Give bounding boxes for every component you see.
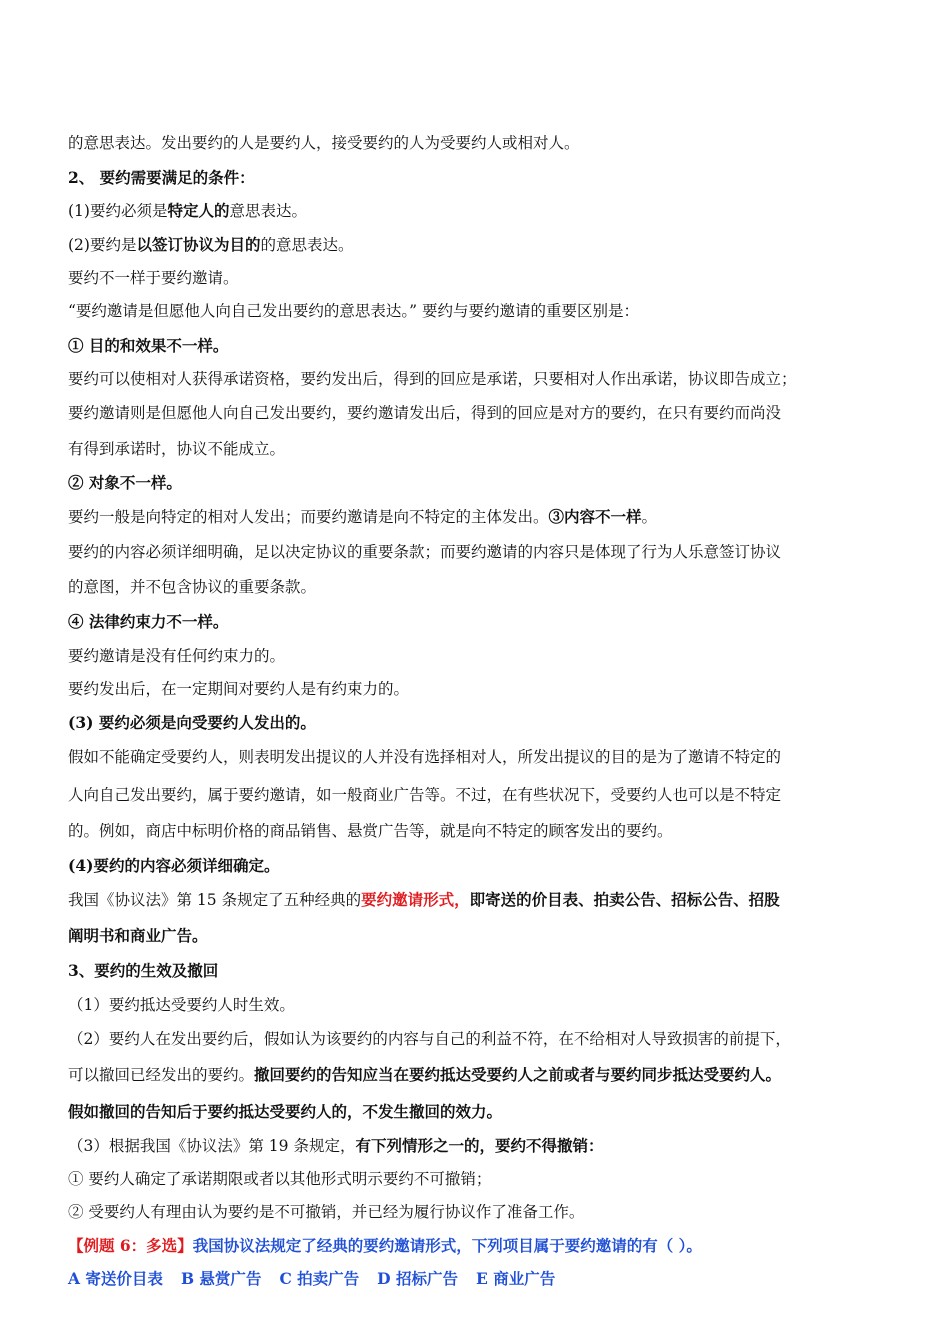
paragraph-line: 要约邀请是没有任何约束力的。 [68,647,286,665]
text: 可以撤回已经发出的要约。 [68,1066,255,1084]
paragraph-line: 要约不一样于要约邀请。 [68,269,239,287]
subheading: ① 目的和效果不一样。 [68,336,229,355]
section-heading: 2、 要约需要满足的条件： [68,168,255,187]
bold-text: 撤回要约的告知应当在要约抵达受要约人之前或者与要约同步抵达受要约人。 [254,1065,782,1084]
paragraph-line: 要约发出后，在一定期间对要约人是有约束力的。 [68,680,410,698]
paragraph-line: 假如撤回的告知后于要约抵达受要约人的，不发生撤回的效力。 [68,1102,503,1121]
list-item: ② 受要约人有理由认为要约是不可撤销，并已经为履行协议作了准备工作。 [68,1203,585,1221]
option-b: B 悬赏广告 [180,1269,262,1288]
text: 我国《协议法》第 15 条规定了五种经典的 [68,891,362,909]
paragraph-line: 阐明书和商业广告。 [68,926,208,945]
paragraph-line: 有得到承诺时，协议不能成立。 [68,440,286,458]
condition-1 [68,200,307,222]
bold-text: 有下列情形之一的，要约不得撤销： [355,1136,604,1155]
example-options [68,1268,573,1290]
paragraph-line: （2）要约人在发出要约后，假如认为该要约的内容与自己的利益不符，在不给相对人导致损害的前提下， [68,1030,791,1048]
paragraph-line: 的。例如，商店中标明价格的商品销售、悬赏广告等，就是向不特定的顾客发出的要约。 [68,822,673,840]
paragraph-line: 人向自己发出要约，属于要约邀请，如一般商业广告等。不过，在有些状况下，受要约人也可以是不特定 [68,786,782,804]
paragraph-line: “要约邀请是但愿他人向自己发出要约的意思表达。” 要约与要约邀请的重要区别是： [68,302,640,320]
text: 意思表达。 [229,202,307,220]
paragraph-line [68,1135,603,1157]
section-heading: 3、要约的生效及撤回 [68,961,219,980]
paragraph-line: 的意思表达。发出要约的人是要约人，接受要约的人为受要约人或相对人。 [68,134,580,152]
paragraph-line: 要约可以使相对人获得承诺资格，要约发出后，得到的回应是承诺，只要相对人作出承诺，协议即告成立； [68,370,797,388]
paragraph-line [68,889,780,911]
subheading: (4)要约的内容必须详细确定。 [68,856,280,875]
paragraph-line: 要约邀请则是但愿他人向自己发出要约，要约邀请发出后，得到的回应是对方的要约，在只有要约而尚没 [68,404,782,422]
text: 要约一般是向特定的相对人发出；而要约邀请是向不特定的主体发出。 [68,508,549,526]
option-e: E 商业广告 [476,1269,556,1288]
subheading: ② 对象不一样。 [68,473,182,492]
example-tag: 【例题 6：多选】 [68,1236,193,1255]
subheading: (3) 要约必须是向受要约人发出的。 [68,713,316,732]
bold-text: 即寄送的价目表、拍卖公告、招标公告、招股 [469,890,780,909]
list-item: ① 要约人确定了承诺期限或者以其他形式明示要约不可撤销； [68,1170,492,1188]
paragraph-line: 假如不能确定受要约人，则表明发出提议的人并没有选择相对人，所发出提议的目的是为了邀请不特定的 [68,748,782,766]
text: （3）根据我国《协议法》第 19 条规定， [68,1137,356,1155]
paragraph-line [68,506,657,528]
text: (2)要约是 [68,236,137,254]
text: (1)要约必须是 [68,202,168,220]
option-c: C 拍卖广告 [279,1269,360,1288]
paragraph-line [68,1064,781,1086]
paragraph-line: （1）要约抵达受要约人时生效。 [68,996,295,1014]
highlight-text: 要约邀请形式， [361,890,470,909]
condition-2 [68,234,354,256]
subheading: ④ 法律约束力不一样。 [68,612,229,631]
option-a: A 寄送价目表 [68,1269,163,1288]
bold-text: 特定人的 [167,201,230,220]
bold-text: 以签订协议为目的 [136,235,261,254]
bold-text: ③内容不一样 [548,507,642,526]
text: 。 [641,508,658,526]
paragraph-line: 要约的内容必须详细明确，足以决定协议的重要条款；而要约邀请的内容只是体现了行为人乐意签订协议 [68,543,782,561]
example-question [68,1235,702,1257]
paragraph-line: 的意图，并不包含协议的重要条款。 [68,578,317,596]
text: 的意思表达。 [260,236,354,254]
option-d: D 招标广告 [377,1269,459,1288]
example-text: 我国协议法规定了经典的要约邀请形式，下列项目属于要约邀请的有（ ）。 [192,1236,702,1255]
